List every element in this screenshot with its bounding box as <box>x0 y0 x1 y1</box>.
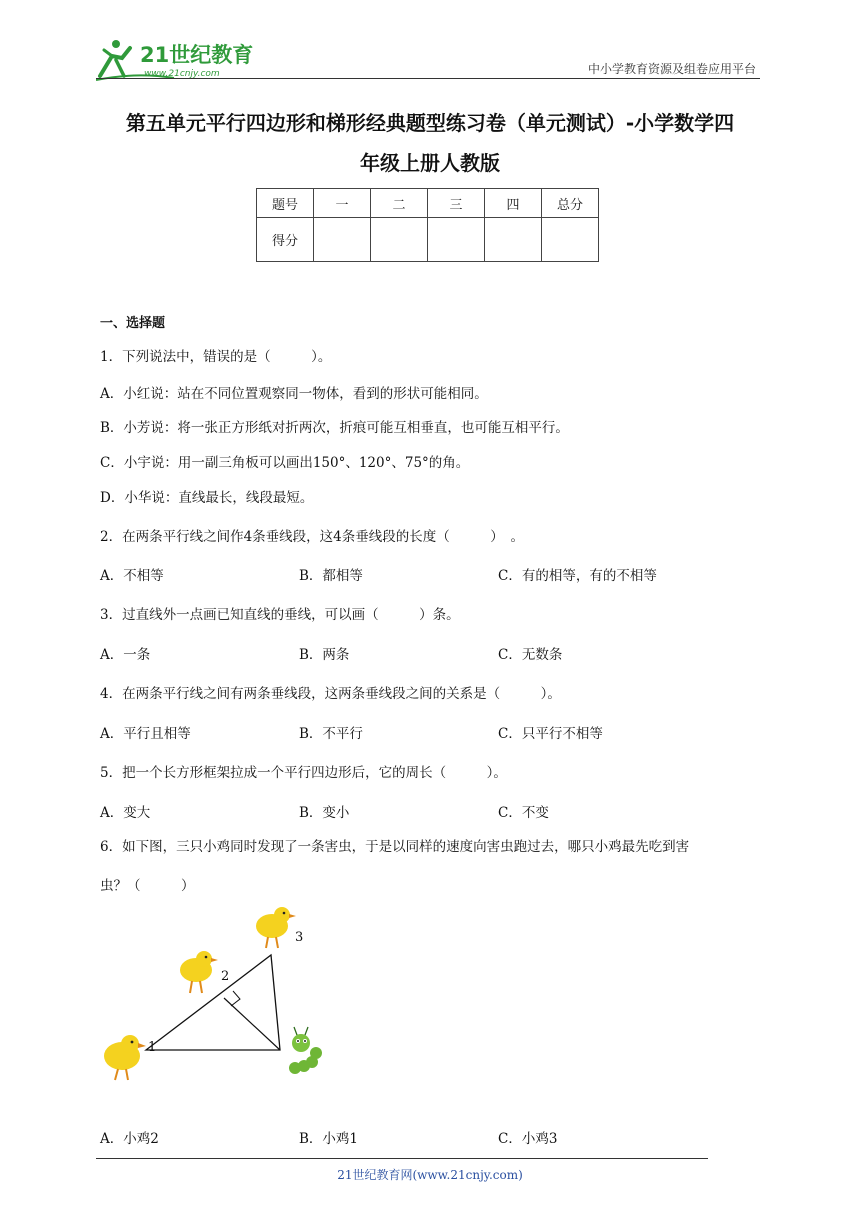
page-title-line2: 年级上册人教版 <box>360 151 500 175</box>
score-header: 一 <box>314 189 371 218</box>
perpendicular-line <box>224 998 280 1050</box>
logo-text: 21世纪教育 <box>140 43 254 67</box>
question-6-stem-line1: 6．如下图，三只小鸡同时发现了一条害虫，于是以同样的速度向害虫跑过去，哪只小鸡最先吃到害 <box>100 839 690 855</box>
score-row-label: 得分 <box>257 218 314 262</box>
chick-3-label: 3 <box>295 930 304 945</box>
platform-label: 中小学教育资源及组卷应用平台 <box>587 62 756 76</box>
question-1-option-a: A．小红说：站在不同位置观察同一物体，看到的形状可能相同。 <box>100 386 488 402</box>
score-cell <box>485 218 542 262</box>
caterpillar-icon <box>289 1027 322 1074</box>
question-1-option-b: B．小芳说：将一张正方形纸对折两次，折痕可能互相垂直，也可能互相平行。 <box>100 420 569 436</box>
score-header: 四 <box>485 189 542 218</box>
question-5-option-a: A．变大 <box>100 805 151 821</box>
question-1-stem: 1．下列说法中，错误的是（ ）。 <box>100 349 332 365</box>
question-4-option-a: A．平行且相等 <box>100 726 191 742</box>
question-2-option-c: C．有的相等，有的不相等 <box>498 568 657 584</box>
question-3-option-b: B．两条 <box>299 647 350 663</box>
section-title: 一、选择题 <box>100 316 166 331</box>
score-cell <box>428 218 485 262</box>
score-header: 三 <box>428 189 485 218</box>
question-1-option-c: C．小宇说：用一副三角板可以画出150°、120°、75°的角。 <box>100 455 470 471</box>
header-divider <box>96 78 760 79</box>
chick-1-label: 1 <box>148 1040 157 1055</box>
question-2-option-a: A．不相等 <box>100 568 164 584</box>
score-cell <box>542 218 599 262</box>
chick-3-icon <box>256 907 296 948</box>
page-title-line1: 第五单元平行四边形和梯形经典题型练习卷（单元测试）-小学数学四 <box>125 111 735 135</box>
chick-2-icon <box>180 951 218 993</box>
question-3-option-a: A．一条 <box>100 647 151 663</box>
question-4-option-b: B．不平行 <box>299 726 363 742</box>
logo-url: www.21cnjy.com <box>144 69 220 79</box>
question-2-stem: 2．在两条平行线之间作4条垂线段，这4条垂线段的长度（ ） 。 <box>100 529 525 545</box>
chick-1-icon <box>104 1035 146 1080</box>
question-5-option-b: B．变小 <box>299 805 350 821</box>
question-3-option-c: C．无数条 <box>498 647 563 663</box>
footer-link[interactable]: 21世纪教育网(www.21cnjy.com) <box>337 1168 523 1182</box>
question-4-stem: 4．在两条平行线之间有两条垂线段，这两条垂线段之间的关系是（ ）。 <box>100 686 561 702</box>
score-header: 二 <box>371 189 428 218</box>
chicks-triangle-figure <box>96 898 356 1088</box>
triangle-shape <box>146 955 280 1050</box>
score-table <box>256 188 599 262</box>
chick-2-label: 2 <box>221 969 230 984</box>
footer-divider <box>96 1158 708 1159</box>
question-6-option-a: A．小鸡2 <box>100 1131 159 1147</box>
score-cell <box>371 218 428 262</box>
question-6-option-c: C．小鸡3 <box>498 1131 558 1147</box>
question-5-stem: 5．把一个长方形框架拉成一个平行四边形后，它的周长（ ）。 <box>100 765 507 781</box>
question-6-stem-line2: 虫？（ ） <box>100 878 195 894</box>
question-6-option-b: B．小鸡1 <box>299 1131 359 1147</box>
right-angle-mark <box>231 991 240 1006</box>
score-header: 总分 <box>542 189 599 218</box>
question-2-option-b: B．都相等 <box>299 568 363 584</box>
question-5-option-c: C．不变 <box>498 805 549 821</box>
site-logo <box>96 36 266 82</box>
score-cell <box>314 218 371 262</box>
question-1-option-d: D．小华说：直线最长，线段最短。 <box>100 490 314 506</box>
question-4-option-c: C．只平行不相等 <box>498 726 603 742</box>
score-header: 题号 <box>257 189 314 218</box>
question-3-stem: 3．过直线外一点画已知直线的垂线，可以画（ ）条。 <box>100 607 460 623</box>
